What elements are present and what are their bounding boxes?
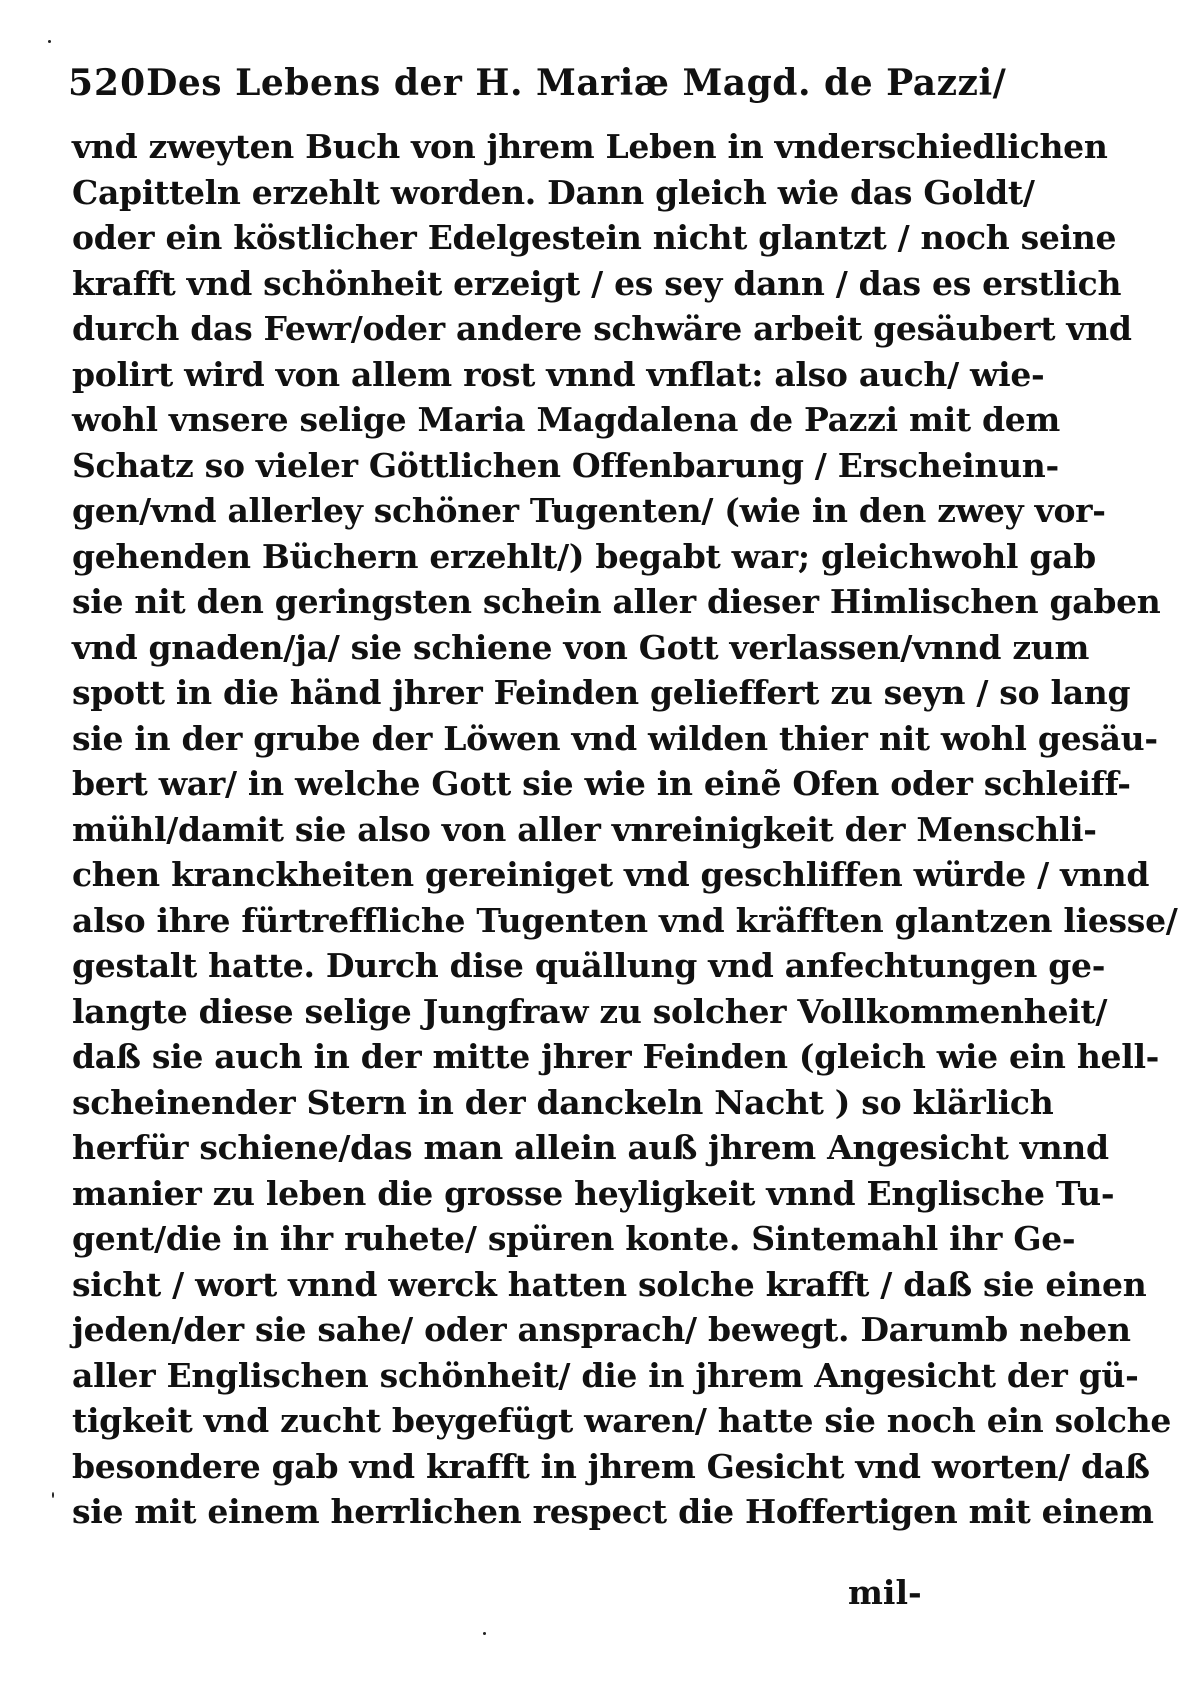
- text-line: wohl vnsere selige Maria Magdalena de Pazzi mit dem: [72, 400, 1061, 439]
- text-line: scheinender Stern in der danckeln Nacht ) so klärlich: [72, 1082, 1054, 1122]
- text-line: besondere gab vnd krafft in jhrem Gesicht vnd worten/ daß: [72, 1446, 1150, 1486]
- text-line: gent/die in ihr ruhete/ spüren konte. Sintemahl ihr Ge-: [72, 1219, 1076, 1258]
- text-line: durch das Fewr/oder andere schwäre arbeit gesäubert vnd: [72, 309, 1132, 348]
- text-line: sie in der grube der Löwen vnd wilden thier nit wohl gesäu-: [72, 718, 1158, 758]
- text-line: langte diese selige Jungfraw zu solcher Vollkommenheit/: [72, 991, 1108, 1031]
- text-line: gehenden Büchern erzehlt/) begabt war; gleichwohl gab: [72, 536, 1096, 576]
- text-line: bert war/ in welche Gott sie wie in einẽ Ofen oder schleiff-: [72, 764, 1131, 803]
- text-line: daß sie auch in der mitte jhrer Feinden (gleich wie ein hell-: [72, 1037, 1160, 1076]
- page-header: [68, 62, 1007, 124]
- text-line: vnd zweyten Buch von jhrem Leben in vnderschiedlichen: [72, 127, 1108, 166]
- text-line: aller Englischen schönheit/ die in jhrem Angesicht der gü-: [72, 1355, 1139, 1395]
- text-line: herfür schiene/das man allein auß jhrem Angesicht vnnd: [72, 1128, 1109, 1167]
- text-line: krafft vnd schönheit erzeigt / es sey dann / das es erstlich: [72, 263, 1122, 303]
- body-text: [72, 124, 1178, 1535]
- text-line: sicht / wort vnnd werck hatten solche krafft / daß sie einen: [72, 1264, 1147, 1304]
- text-line: sie mit einem herrlichen respect die Hoffertigen mit einem: [72, 1492, 1154, 1531]
- text-line: Schatz so vieler Göttlichen Offenbarung / Erscheinun-: [72, 445, 1059, 485]
- text-line: Capitteln erzehlt worden. Dann gleich wie das Goldt/: [72, 172, 1035, 212]
- catchword: mil-: [848, 1573, 922, 1612]
- text-line: mühl/damit sie also von aller vnreinigkeit der Menschli-: [72, 809, 1097, 849]
- text-line: manier zu leben die grosse heyligkeit vnnd Englische Tu-: [72, 1173, 1115, 1213]
- text-line: oder ein köstlicher Edelgestein nicht glantzt / noch seine: [72, 218, 1117, 257]
- text-line: gen/vnd allerley schöner Tugenten/ (wie in den zwey vor-: [72, 491, 1106, 530]
- text-line: sie nit den geringsten schein aller dieser Himlischen gaben: [72, 582, 1161, 621]
- ink-speck: [48, 40, 51, 43]
- text-line: tigkeit vnd zucht beygefügt waren/ hatte sie noch ein solche: [72, 1401, 1172, 1440]
- ink-speck: [52, 1492, 54, 1498]
- text-line: also ihre fürtreffliche Tugenten vnd kräfften glantzen liesse/: [72, 900, 1178, 940]
- text-line: spott in die händ jhrer Feinden gelieffert zu seyn / so lang: [72, 673, 1131, 712]
- text-line: gestalt hatte. Durch dise quällung vnd anfechtungen ge-: [72, 946, 1106, 985]
- text-line: vnd gnaden/ja/ sie schiene von Gott verlassen/vnnd zum: [72, 627, 1090, 667]
- text-line: chen kranckheiten gereiniget vnd geschliffen würde / vnnd: [72, 855, 1150, 894]
- page-number: 520: [68, 62, 147, 104]
- text-line: jeden/der sie sahe/ oder ansprach/ bewegt. Darumb neben: [72, 1310, 1131, 1349]
- running-head: Des Lebens der H. Mariæ Magd. de Pazzi/: [146, 62, 1007, 104]
- ink-speck: [483, 1632, 486, 1635]
- text-line: polirt wird von allem rost vnnd vnflat: also auch/ wie-: [72, 354, 1045, 394]
